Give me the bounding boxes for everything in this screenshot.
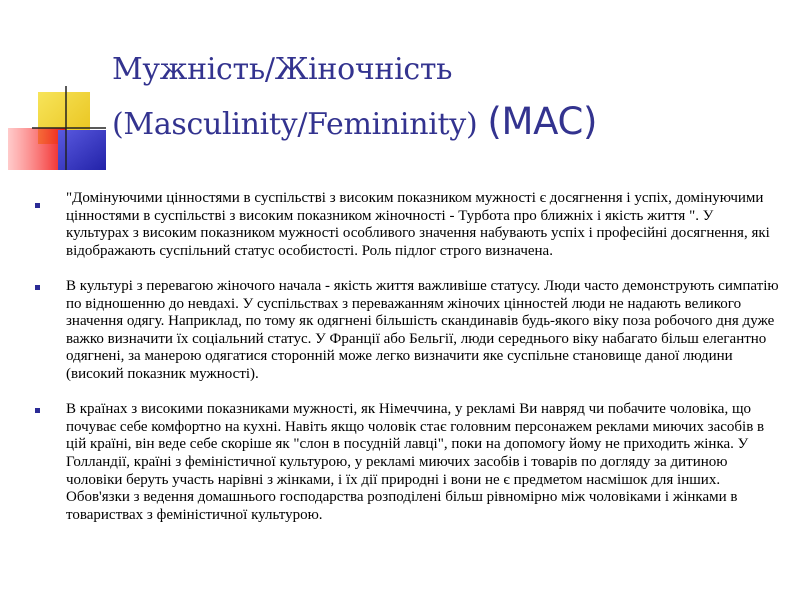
bullet-item: [35, 278, 780, 384]
bullet-list: [35, 190, 780, 542]
decorative-squares-graphic: [0, 0, 120, 170]
title-line-ukrainian: Мужність/Жіночність: [112, 52, 453, 87]
title-abbreviation: (MAC): [487, 100, 598, 143]
bullet-item: [35, 401, 780, 524]
bullet-marker-icon: [35, 203, 40, 208]
blue-square: [58, 130, 106, 170]
bullet-marker-icon: [35, 408, 40, 413]
bullet-marker-icon: [35, 285, 40, 290]
title-line-english: [112, 96, 772, 151]
bullet-text: В країнах з високими показниками мужності, як Німеччина, у рекламі Ви навряд чи побачите чоловіка, що почуває себе комфортно на кухні. Навіть якщо чоловік стає головним персонажем реклами миючих засобів в цій країні, він веде себе скоріше як "слон в посудній лавці", поки на допомогу йому не приходить жінка. У Голландії, країні з феміністичної культурою, у рекламі миючих засобів і товарів по догляду за дитиною чоловіки беруть участь нарівні з жінками, і їх дії природні і вони не є предметом насмішок для інших. Обов'язки з ведення домашнього господарства розподілені більш рівномірно між чоловіками і жінками в товариствах з феміністичної культурою.: [66, 401, 765, 523]
bullet-item: [35, 190, 780, 260]
slide-title: [112, 44, 772, 151]
bullet-text: "Домінуючими цінностями в суспільстві з високим показником мужності є досягнення і успіх, домінуючими цінностями в суспільстві з високим показником жіночності - Турбота про ближніх і якість життя ". У культурах з високим показником мужності особливого значення набувають успіх і професійні досягнення, які відображають суспільний статус особистості. Роль підлог строго визначена.: [66, 190, 770, 259]
bullet-text: В культурі з перевагою жіночого начала - якість життя важливіше статусу. Люди часто демонструють симпатію по відношенню до невдахі. У суспільствах з переважанням жіночих цінностей люди не надають великого значення одягу. Наприклад, по тому як одягнені більшість скандинавів будь-якого віку поза робочого дня дуже важко визначити їх соціальний статус. У Франції або Бельгії, люди середнього віку набагато більш елегантно одягнені, за манерою одягатися сторонній може легко визначити яке суспільне становище даної людини (високий показник мужності).: [66, 277, 779, 382]
red-square: [8, 128, 66, 170]
title-english-text: (Masculinity/Femininity): [112, 107, 478, 142]
